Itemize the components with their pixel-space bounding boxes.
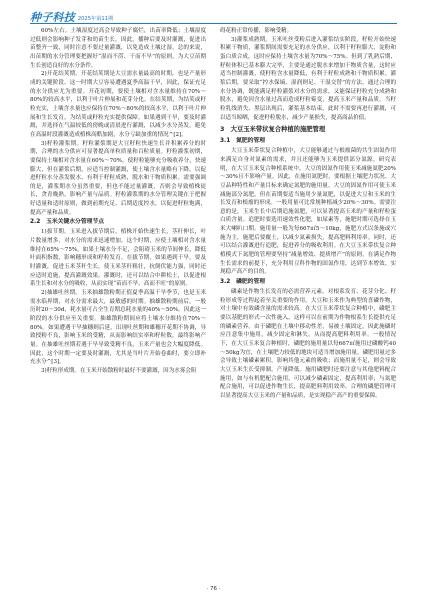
paragraph: 2)抽雄吐丝期。玉米抽雄散粉期正值夏季高温干旱季节，也是玉米需水临界期，对水分需求最大，最敏感的时期。抽雄散粉期前后，一般历时20～30d，耗水量可占全生育期总耗水量的40%～50%。因此这一阶段的水分供应至关重要。抽雄散粉期间应将土壤水分维持在70%～80%。如果遭遇干旱抽穗则后延，出现吐丝期和雄穗开花期不协调，导致授粉不良，影响玉米的受精，从而影响结实率和籽粒数，最终影响产量。在抽雄吐丝期若遇干旱导致受精不良，玉米产量也会大幅度降低。因此，这个时期一定要及时灌溉，尤其是当叶片开始卷曲时，要立即补充水分^[3]。 bbox=[30, 290, 206, 366]
paragraph: 大豆玉米带状复合种植中，大豆能够通过与根瘤菌的共生固氮作用来满足自身对氮素的需求，并且还能够为玉米提供部分氮源。研究表明，在大豆玉米复合种植系统中，大豆的固氮作用使玉米减施氮肥20%～30%且不影响产量。因此，在施用氮肥时，要根据土壤肥力状况、大豆品种特性和产量目标来确定氮肥的施用量。大豆的固氮作用可使玉米减施部分氮肥，但在苗期要适当施用少量氮肥，以促进大豆和玉米的生长发育和根瘤的形成。一般用量可比常规种植减少20%～30%。需要注意的是，玉米生长中后期追施氮肥，可以显著提高玉米的产量和籽粒蛋白质含量。追肥时要选用速效性化肥，如尿素等，施肥时期可选择在玉米大喇叭口期。施用量一般为每667㎡5～10kg，施肥方式以条施或穴施为主，施肥后要覆土，以减少氮素损失，提高肥料利用率。同时，还可以结合灌溉进行追肥，促进养分的吸收利用。在大豆玉米带状复合种植模式下氮肥的管理要坚持“减量增效、提质增产”的原则，在满足作物生长需求的前提下，充分利用豆科作物的固氮作用，达到节本增效、实现稳产高产的目的。 bbox=[220, 148, 396, 276]
paragraph: 3)籽粒灌浆期。籽粒灌浆期是大豆籽粒快速生长并积累养分的时期，合理的水分供应可显著提高单粒质量和百粒质量。籽粒灌浆初期，要保持土壤相对含水量在60%～70%，使籽粒能够充分吸收养分，快速膨大，但在灌浆后期，应适当控制灌溉，使土壤含水量略有下降，以促进籽粒水分蒸发脱水，有利于籽粒成熟，脱水和干物质积累。需要强调的是，灌浆期水分虽然重要，但也不能过量灌溉，否则会导致植株徒长，贪青晚熟，影响产量与品质。籽粒灌浆期的水分管理关键在于把握好适量和适时原则，做到前期充足、后期适度控水，以促进籽粒饱满，提高产量和品质。 bbox=[30, 140, 206, 216]
section-heading-3-2: 3.2 磷肥的管理 bbox=[220, 279, 266, 286]
paragraph: 3)灌浆成熟期。玉米吐丝受粉后进入灌浆结实阶段，籽粒开始快速积累干物质，灌浆期间需要充足的水分供应，以利于籽粒膨大、淀粉和蛋白质合成，这时应保持土壤含水量为70%～75%。但到了乳熟后期，籽粒体积已基本膨大完毕，主要是通过脱水来增加干物质含量，这时应适当控制灌溉，使籽粒含水量降低，有利于籽粒成熟和干物质积累。灌浆后期，要采取“控水保墒、湿润则足、干湿交替”的方法，通过合理的水分协调，既能满足籽粒灌浆对水分的需求，又能保证籽粒充分成熟和脱水，避免因含水量过高而造成籽粒霉变，提高玉米产量和品质。当籽粒乳线消失、黑层出现后，灌浆基本结束，此时不需要再进行灌溉，可以适当晾晒，促进籽粒脱水，减少产量损失，提高商品价值。 bbox=[220, 36, 396, 121]
page-number: · 76 · bbox=[206, 586, 221, 592]
paragraph: 1)拔节期。玉米进入拔节期后，植株开始快速生长，茎秆伸长，叶片数量增多，对水分的需求迅速增加。这个时期，应使土壤相对含水量维持在65%～75%，如果土壤水分不足，会阻碍玉米的节间伸长，降低叶面积指数，影响穗形成和籽粒发育。在拔节期，如果遇到干旱，要及时灌溉，促进玉米茎秆生长，使玉米茎秆粗壮，抗倒伏能力强，同时还应适时追施，提高灌溉效果。灌溉时，还可以结合中耕松土，以促进根系生长和对水分的吸收，从而实现“苗而不旱、高而不旺”的原则。 bbox=[30, 229, 206, 288]
header-rule bbox=[30, 23, 397, 24]
section-heading-3-1: 3.1 氮肥的管理 bbox=[220, 138, 266, 145]
section-heading-2-2: 2.2 玉米关键水分管理节点 bbox=[30, 219, 105, 226]
issue-label: 2025年第11期 bbox=[77, 16, 114, 22]
left-column bbox=[30, 27, 206, 376]
paragraph: 磷素是作物生长发育的必需营养元素，对根系发育、花芽分化、籽粒形成等过程起着至关重要的作用。大豆和玉米作为典型的喜磷作物，对土壤中有效磷含量的需求较高。在大豆玉米带状复合种植中，磷肥主要以基肥的形式一次性施入，这样可以在前期为作物根系生长提供充足的磷素营养。由于磷肥在土壤中移动性差，易被土壤固定，因此施磷时应注意集中施用，减少固定和淋失，从而提高肥料利用率。一般情况下，在大豆玉米复合种植时，磷肥的施用量以每667㎡施用过磷酸钙40～50kg为宜，在土壤肥力较低的地块可适当增加施用量。磷肥用量过多会导致土壤磷素累积，影响其他元素的吸收；而施用量不足，则会导致大豆玉米生长受抑制，产量降低。施用磷肥时还要注意与其他肥料配合施用，如与有机肥配合施用，可以减少磷素固定，提高利用率；与氮肥配合施用，可以促进作物生长，提高肥料利用效率。合理的磷肥管理可以显著提高大豆玉米的产量和品质，是实现稳产高产的重要保障。 bbox=[220, 289, 396, 399]
paragraph: 2)开花结荚期。开花结荚期是大豆需水量最高的时期，也是产量形成的关键阶段。这一时期大豆容易遭遇夏季高温干旱，因此，保证充足的水分供应尤为重要。开花初期，要使土壤相对含水量维持在70%～80%的较高水平，以利于叶片伸展和花芽分化。在结荚期，为结荚或籽粒充实，土壤含水量也应保持在70%～80%的较高水平，以利于叶片伸展和生长发育，为结荚或籽粒充实提供保障。如果遇到干旱，要及时灌溉，并选择在气温较低的傍晚或清晨进行灌溉，以减少水分蒸发，避免在高温时段灌溉造成植株高酷加剧，水分亏缺加重的情况^[2]。 bbox=[30, 71, 206, 138]
journal-logo: 种子科技 bbox=[30, 11, 75, 24]
right-column bbox=[220, 27, 396, 401]
paragraph: 3)籽粒形成期。在玉米开始散粉时最好不要灌溉，因为水雾会阻 bbox=[41, 367, 197, 374]
section-heading-3: 3 大豆玉米带状复合种植的施肥管理 bbox=[220, 126, 326, 134]
paragraph: 碍花粉正常传播，影响受精。 bbox=[220, 28, 293, 34]
paragraph: 60%左右。土壤湿度过高会导致种子腐烂，出苗率降低；土壤湿度过低则会影响种子发芽和幼苗生长。因此，播种后要及时灌溉，促进出苗整齐一致，同时注意不要过量灌溉，以免造成土壤过湿。总的来说，出苗期的水分管理要把握好“湿而不涝、干而不旱”的原则，为大豆苗期生长创造良好的水分条件。 bbox=[30, 28, 206, 69]
